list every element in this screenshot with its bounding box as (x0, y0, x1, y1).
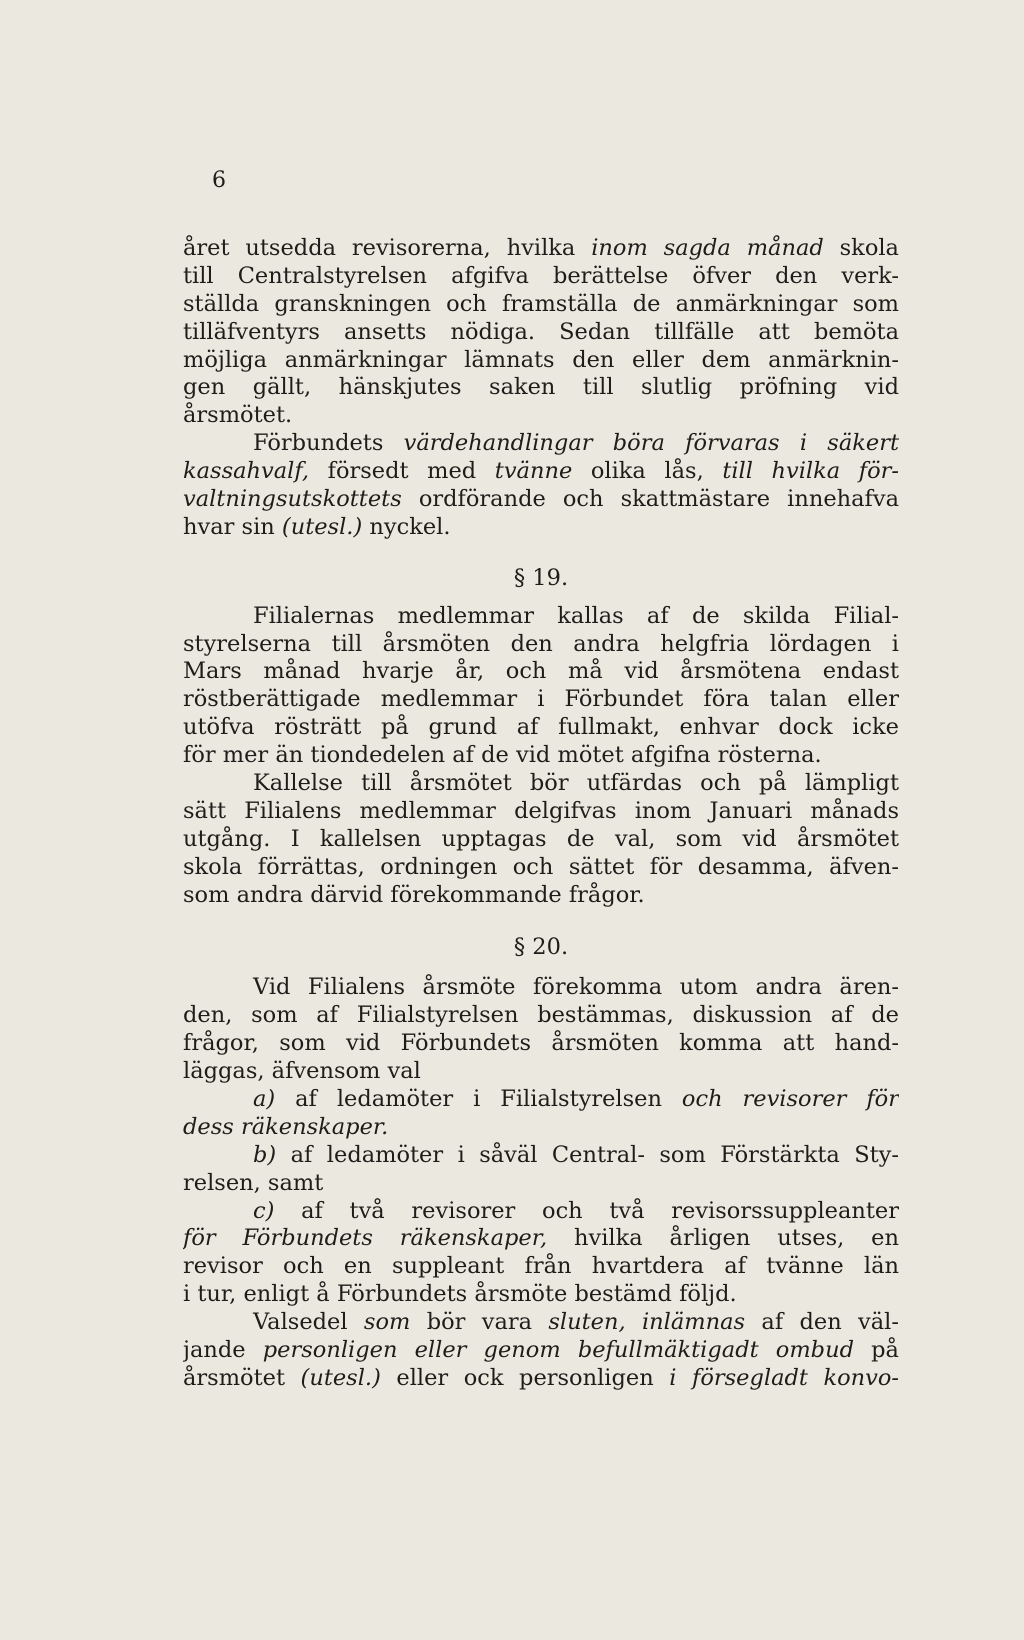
text-line: tilläfventyrs ansetts nödiga. Sedan tillfälle att bemöta (183, 318, 899, 345)
text-line: årsmötet (utesl.) eller ock personligen i försegladt konvo- (183, 1364, 899, 1391)
text-line: revisor och en suppleant från hvartdera af tvänne län (183, 1253, 899, 1280)
text-line: Mars månad hvarje år, och må vid årsmötena endast (183, 658, 899, 685)
text-line: sätt Filialens medlemmar delgifvas inom Januari månads (183, 797, 899, 824)
text-line: ställda granskningen och framställa de anmärkningar som (183, 290, 899, 317)
text-line: årsmötet. (183, 402, 293, 429)
text-line: relsen, samt (183, 1169, 324, 1196)
section-heading-19: § 19. (513, 564, 569, 591)
text-line: kassahvalf, försedt med tvänne olika lås, till hvilka för- (183, 458, 899, 485)
text-line: gen gällt, hänskjutes saken till slutlig pröfning vid (183, 374, 899, 401)
text-line: möjliga anmärkningar lämnats den eller dem anmärknin- (183, 346, 899, 373)
text-line: som andra därvid förekommande frågor. (183, 881, 645, 908)
page-number: 6 (212, 168, 226, 193)
text-line: frågor, som vid Förbundets årsmöten komma att hand- (183, 1030, 899, 1057)
text-line: för Förbundets räkenskaper, hvilka årligen utses, en (183, 1225, 899, 1252)
text-line: utgång. I kallelsen upptagas de val, som vid årsmötet (183, 825, 899, 852)
text-line: till Centralstyrelsen afgifva berättelse öfver den verk- (183, 262, 899, 289)
section-heading-20: § 20. (513, 934, 569, 961)
text-line: hvar sin (utesl.) nyckel. (183, 513, 451, 540)
text-line: Vid Filialens årsmöte förekomma utom andra ären- (253, 974, 899, 1001)
body-text (183, 235, 899, 1393)
text-line: året utsedda revisorerna, hvilka inom sagda månad skola (183, 235, 899, 261)
text-line: Filialernas medlemmar kallas af de skilda Filial- (253, 602, 899, 629)
text-line: utöfva rösträtt på grund af fullmakt, enhvar dock icke (183, 714, 899, 741)
text-line: den, som af Filialstyrelsen bestämmas, diskussion af de (183, 1002, 899, 1029)
list-item-c: c) af två revisorer och två revisorssuppleanter (253, 1197, 899, 1224)
text-line: valtningsutskottets ordförande och skattmästare innehafva (183, 486, 899, 513)
text-line: skola förrättas, ordningen och sättet för desamma, äfven- (183, 853, 899, 880)
text-line: jande personligen eller genom befullmäktigadt ombud på (183, 1336, 899, 1363)
text-line: Kallelse till årsmötet bör utfärdas och på lämpligt (253, 770, 899, 797)
text-line: i tur, enligt å Förbundets årsmöte bestämd följd. (183, 1281, 737, 1308)
list-item-a: a) af ledamöter i Filialstyrelsen och revisorer för (253, 1085, 899, 1112)
text-line: Förbundets värdehandlingar böra förvaras i säkert (253, 430, 899, 457)
text-line: styrelserna till årsmöten den andra helgfria lördagen i (183, 630, 899, 657)
text-line: läggas, äfvensom val (183, 1058, 421, 1085)
text-line: för mer än tiondedelen af de vid mötet afgifna rösterna. (183, 742, 822, 769)
text-line: Valsedel som bör vara sluten, inlämnas af den väl- (253, 1309, 899, 1336)
list-item-b: b) af ledamöter i såväl Central- som Förstärkta Sty- (253, 1141, 899, 1168)
text-line: dess räkenskaper. (183, 1113, 389, 1140)
text-line: röstberättigade medlemmar i Förbundet föra talan eller (183, 686, 899, 713)
